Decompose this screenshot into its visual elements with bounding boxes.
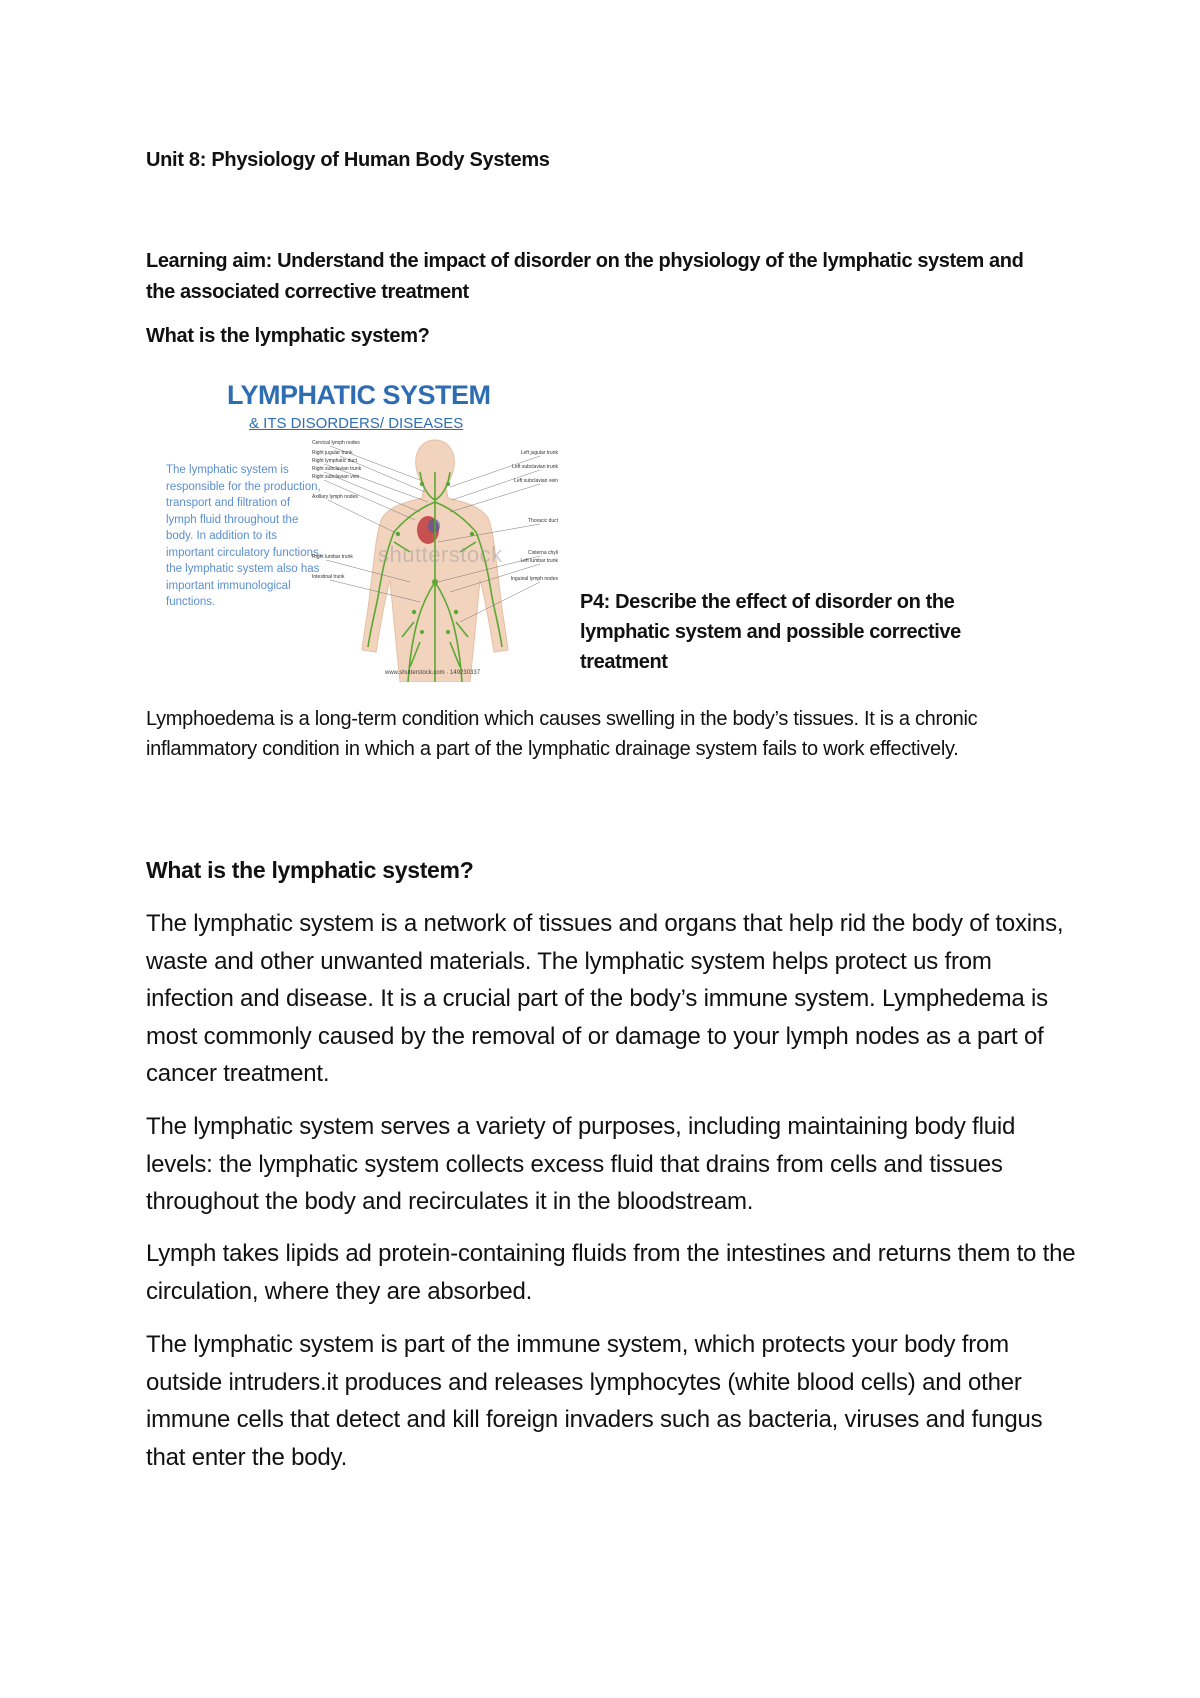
diagram-label: Left jugular trunk bbox=[520, 450, 558, 456]
diagram-label: Right lymphatic duct bbox=[312, 458, 358, 464]
section-heading: What is the lymphatic system? bbox=[146, 857, 474, 883]
section-question: What is the lymphatic system? bbox=[146, 325, 430, 347]
diagram-label: Right jugular trunk bbox=[312, 450, 353, 456]
diagram-label: Inguinal lymph nodes bbox=[510, 576, 558, 582]
diagram-label: Right subclavian trunk bbox=[312, 466, 362, 472]
lymphoedema-paragraph: Lymphoedema is a long-term condition which causes swelling in the body’s tissues. It is a chronic inflammatory condition in which a part of the lymphatic drainage system fails to work effectively. bbox=[146, 708, 978, 760]
figure-description: The lymphatic system is responsible for the production, transport and filtration of lymph fluid throughout the body. In addition to its important circulatory functions, the lymphatic system also has important immunological functions. bbox=[166, 464, 322, 608]
figure-url: www.shutterstock.com · 149230337 bbox=[385, 670, 481, 676]
diagram-label: Left lumbar trunk bbox=[520, 558, 558, 564]
diagram-label: Cisterna chyli bbox=[527, 550, 558, 556]
body-paragraph: The lymphatic system is part of the immune system, which protects your body from outside intruders.it produces and releases lymphocytes (white blood cells) and other immune cells that detect and kill foreign invaders such as bacteria, viruses and fungus that enter the body. bbox=[146, 1331, 1043, 1471]
diagram-label: Left subclavian vein bbox=[514, 478, 558, 484]
body-paragraph: The lymphatic system serves a variety of purposes, including maintaining body fluid levels: the lymphatic system collects excess fluid that drains from cells and tissues throughout the body and recirculates it in the bloodstream. bbox=[146, 1113, 1016, 1215]
watermark: shutterstock bbox=[378, 542, 503, 567]
figure-subtitle: & ITS DISORDERS/ DISEASES bbox=[249, 415, 464, 432]
unit-title: Unit 8: Physiology of Human Body Systems bbox=[146, 149, 550, 171]
diagram-label: Right lumbar trunk bbox=[312, 554, 353, 560]
figure-title: LYMPHATIC SYSTEM bbox=[227, 380, 491, 410]
diagram-label: Left subclavian trunk bbox=[512, 464, 558, 470]
diagram-label: Axillary lymph nodes bbox=[312, 494, 358, 500]
diagram-label: Cervical lymph nodes bbox=[312, 440, 360, 446]
body-paragraph: Lymph takes lipids ad protein-containing fluids from the intestines and returns them to the circulation, where they are absorbed. bbox=[146, 1240, 1076, 1305]
p4-heading: P4: Describe the effect of disorder on the lymphatic system and possible corrective treatment bbox=[580, 591, 961, 673]
diagram-label: Thoracic duct bbox=[527, 518, 558, 524]
diagram-label: Intestinal trunk bbox=[312, 574, 345, 580]
learning-aim: Learning aim: Understand the impact of disorder on the physiology of the lymphatic system and the associated corrective treatment bbox=[146, 250, 1024, 303]
diagram-label: Right subclavian vein bbox=[312, 474, 360, 480]
lymphatic-system-figure bbox=[160, 372, 560, 684]
body-paragraph: The lymphatic system is a network of tissues and organs that help rid the body of toxins, waste and other unwanted materials. The lymphatic system helps protect us from infection and disease. It is a crucial part of the body’s immune system. Lymphedema is most commonly caused by the removal of or damage to your lymph nodes as a part of cancer treatment. bbox=[146, 910, 1064, 1087]
